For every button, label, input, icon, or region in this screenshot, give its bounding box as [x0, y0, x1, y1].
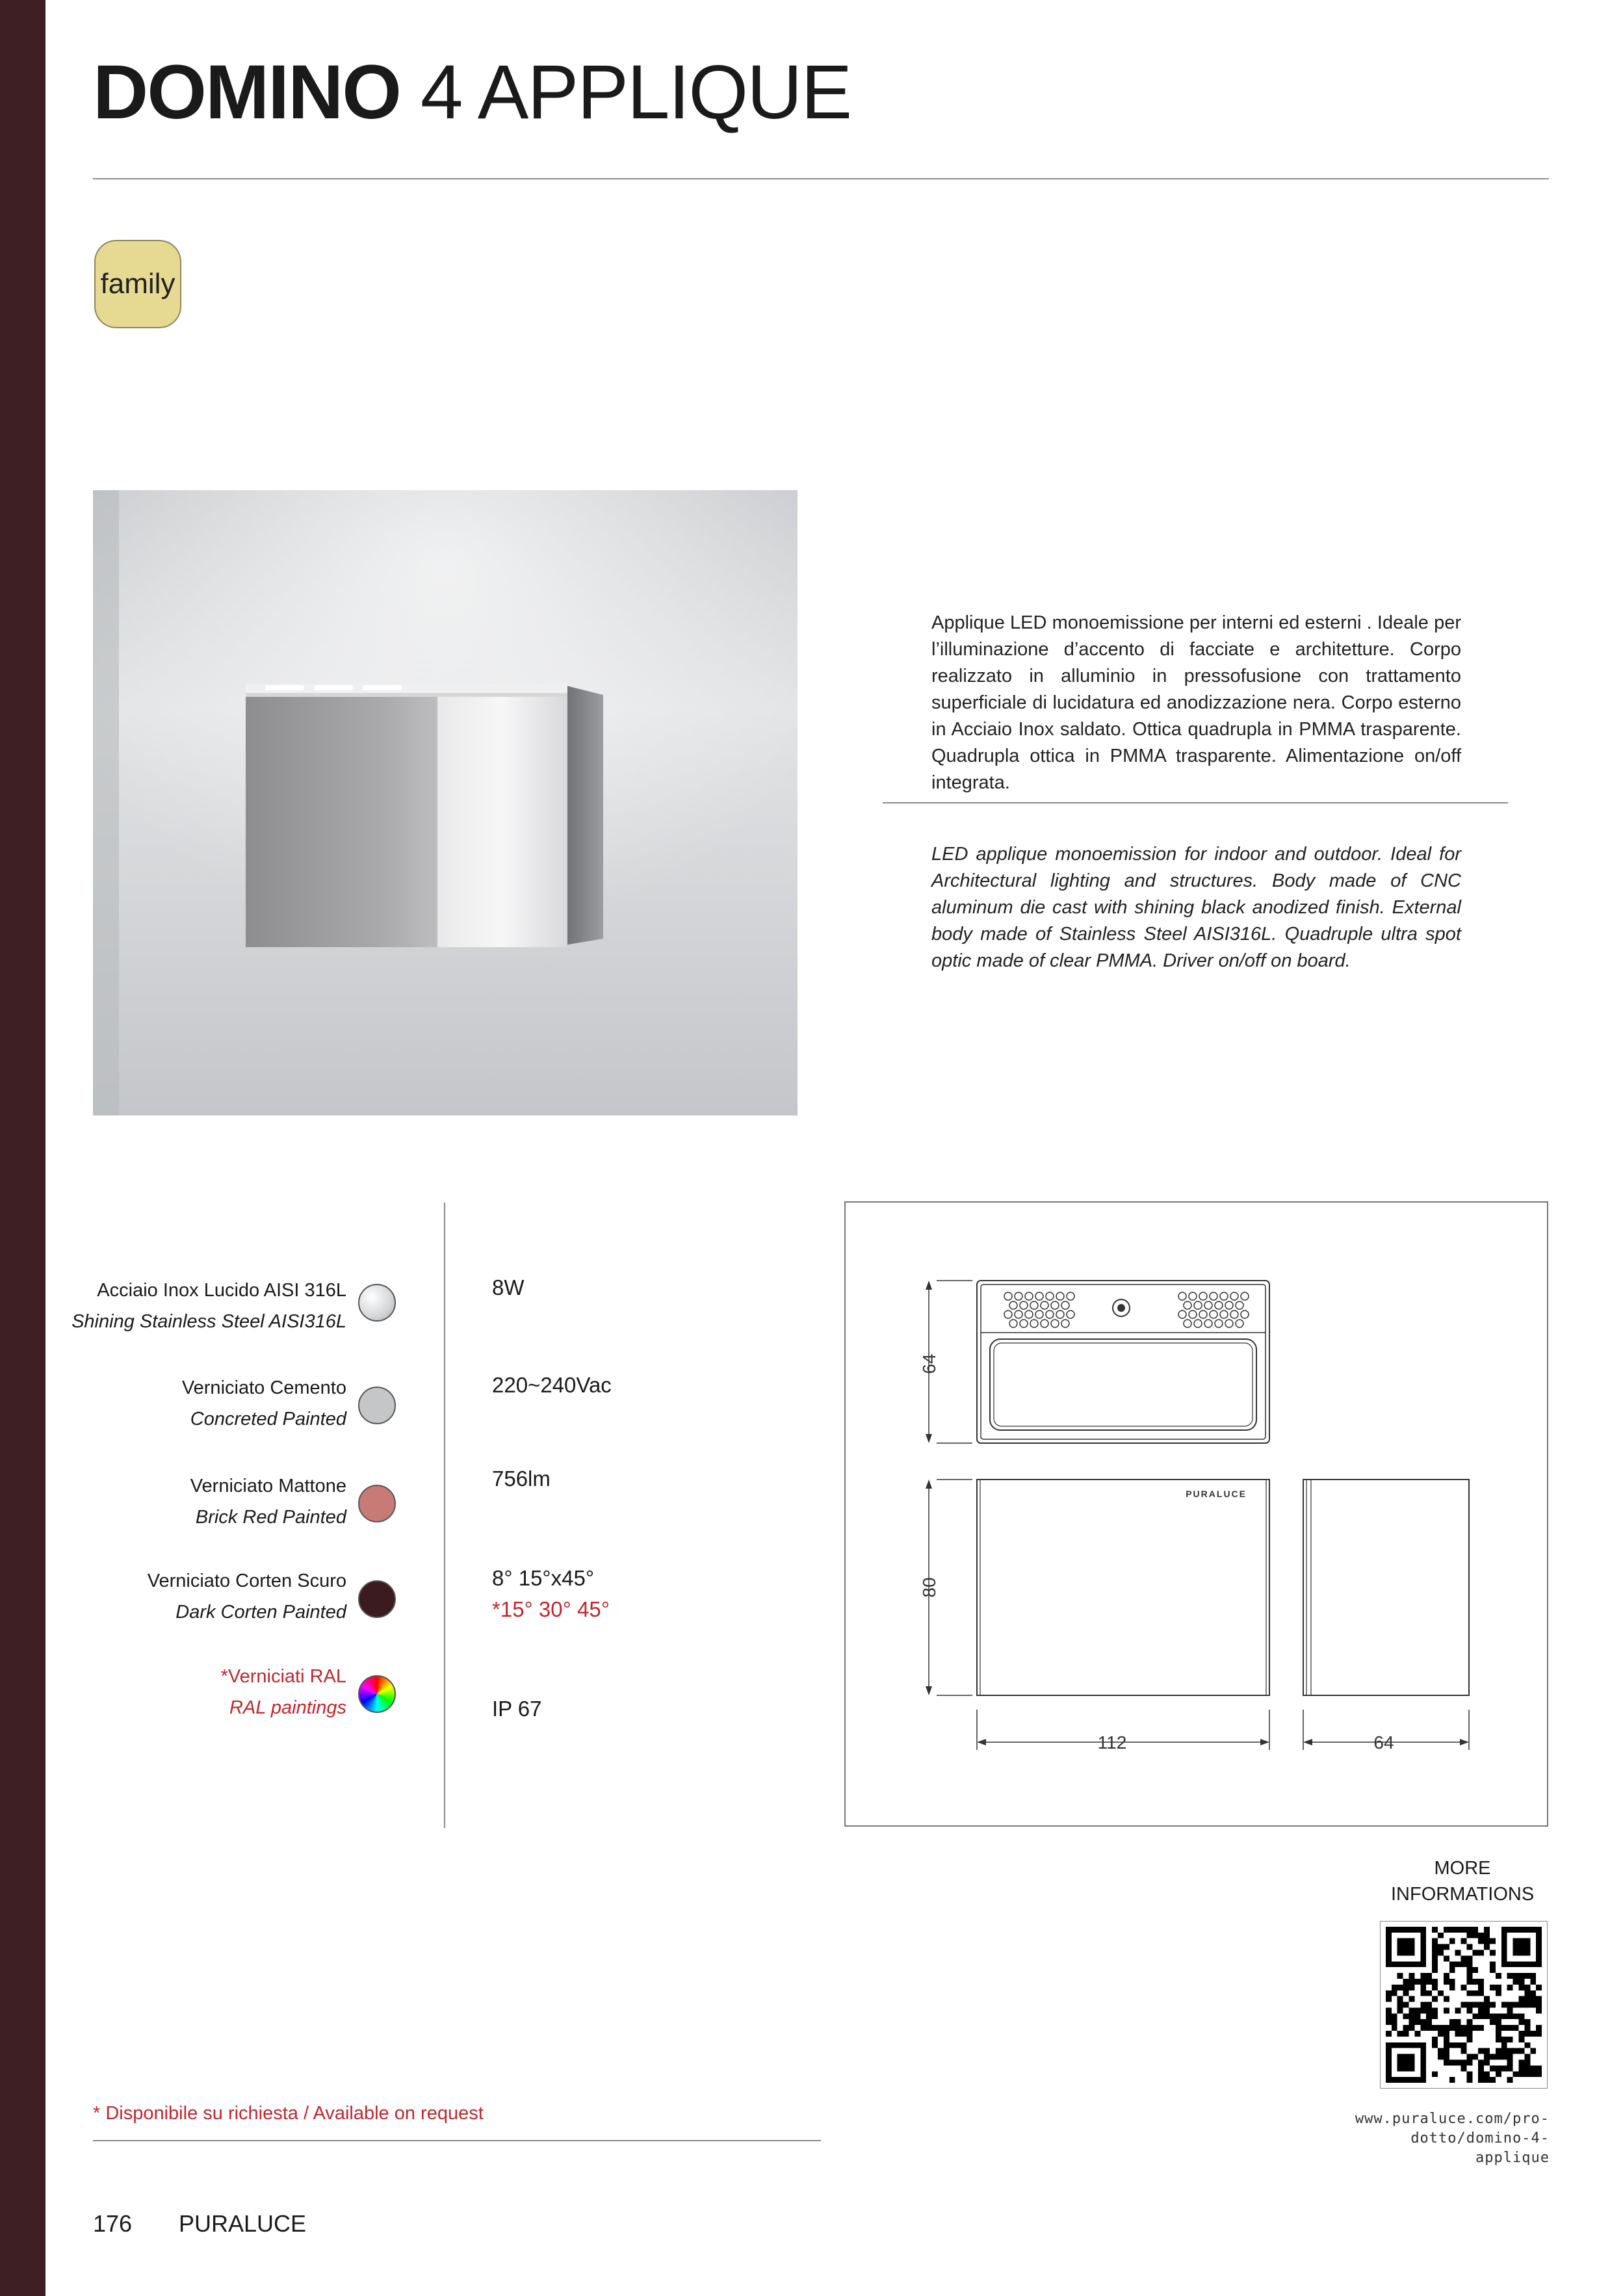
family-badge	[94, 240, 181, 328]
dim-depth-label: 64	[919, 1353, 939, 1374]
description-italian: Applique LED monoemissione per interni ed esterni . Ideale per l’illuminazione d’accento di facciate e architetture. Corpo realizzato in alluminio in pressofusione con trattamento superficiale di lucidatura ed anodizzazione nera. Corpo esterno in Acciaio Inox saldato. Ottica quadrupla in PMMA trasparente. Quadrupla ottica in PMMA trasparente. Alimentazione on/off integrata.	[931, 612, 1461, 793]
page-number: 176	[93, 2210, 133, 2237]
spec-beam: 8° 15°x45°	[492, 1566, 595, 1590]
finish-0-italian: Acciaio Inox Lucido AISI 316L	[97, 1280, 346, 1301]
qr-code-icon[interactable]	[1380, 1921, 1548, 2089]
finish-stainless-swatch-icon	[358, 1284, 396, 1322]
footer-brand: PURALUCE	[179, 2210, 307, 2237]
technical-drawing	[844, 1201, 1548, 1827]
finish-1-english: Concreted Painted	[190, 1409, 346, 1429]
finish-1-italian: Verniciato Cemento	[181, 1377, 346, 1398]
more-info-line1: MORE	[1434, 1858, 1491, 1879]
technical-drawing-svg	[846, 1203, 1547, 1825]
title-regular: 4 APPLIQUE	[420, 49, 851, 135]
finish-dark-corten-swatch-icon	[358, 1580, 396, 1618]
on-request-note: * Disponibile su richiesta / Available on request	[93, 2103, 484, 2124]
finish-3-english: Dark Corten Painted	[175, 1602, 346, 1623]
spec-power: 8W	[492, 1275, 525, 1299]
more-info-label	[1391, 1855, 1534, 1907]
dim-width-label: 112	[1097, 1732, 1127, 1753]
finish-ral-rainbow-swatch-icon	[358, 1675, 396, 1713]
product-photo	[93, 490, 798, 1115]
left-color-band	[0, 0, 45, 2296]
finish-4-english: RAL paintings	[229, 1697, 346, 1718]
finish-concrete-swatch-icon	[358, 1387, 396, 1424]
description-english: LED applique monoemission for indoor and outdoor. Ideal for Architectural lighting and structures. Body made of CNC aluminum die cast with shining black anodized finish. External body made of Stainless Steel AISI316L. Quadruple ultra spot optic made of clear PMMA. Driver on/off on board.	[931, 844, 1461, 971]
finish-spec-divider	[444, 1203, 445, 1828]
dim-side-label: 64	[1373, 1732, 1394, 1753]
title-bold: DOMINO	[93, 49, 401, 135]
product-url[interactable]	[1345, 2109, 1550, 2168]
url-line1: www.puraluce.com/pro-	[1355, 2111, 1550, 2127]
more-info-line2: INFORMATIONS	[1391, 1884, 1535, 1905]
description-divider	[883, 802, 1508, 803]
finish-2-italian: Verniciato Mattone	[190, 1476, 346, 1496]
url-line2: dotto/domino-4-applique	[1410, 2130, 1550, 2166]
spec-protection: IP 67	[492, 1697, 542, 1721]
note-divider	[93, 2140, 821, 2141]
drawing-brand-mark: PURALUCE	[1186, 1489, 1247, 1499]
page-title	[93, 47, 851, 138]
spec-voltage: 220~240Vac	[492, 1373, 612, 1397]
finish-brick-red-swatch-icon	[358, 1485, 396, 1522]
spec-beam-on-request: *15° 30° 45°	[492, 1597, 610, 1621]
spec-lumen: 756lm	[492, 1467, 551, 1491]
finish-0-english: Shining Stainless Steel AISI316L	[71, 1311, 346, 1332]
dim-height-label: 80	[919, 1577, 939, 1598]
finish-3-italian: Verniciato Corten Scuro	[147, 1571, 346, 1591]
finish-2-english: Brick Red Painted	[195, 1507, 346, 1528]
title-divider	[93, 178, 1549, 179]
led-grid-left	[1004, 1292, 1074, 1327]
finish-4-italian: *Verniciati RAL	[220, 1666, 346, 1687]
led-grid-right	[1178, 1292, 1249, 1327]
family-badge-label: family	[100, 268, 175, 300]
